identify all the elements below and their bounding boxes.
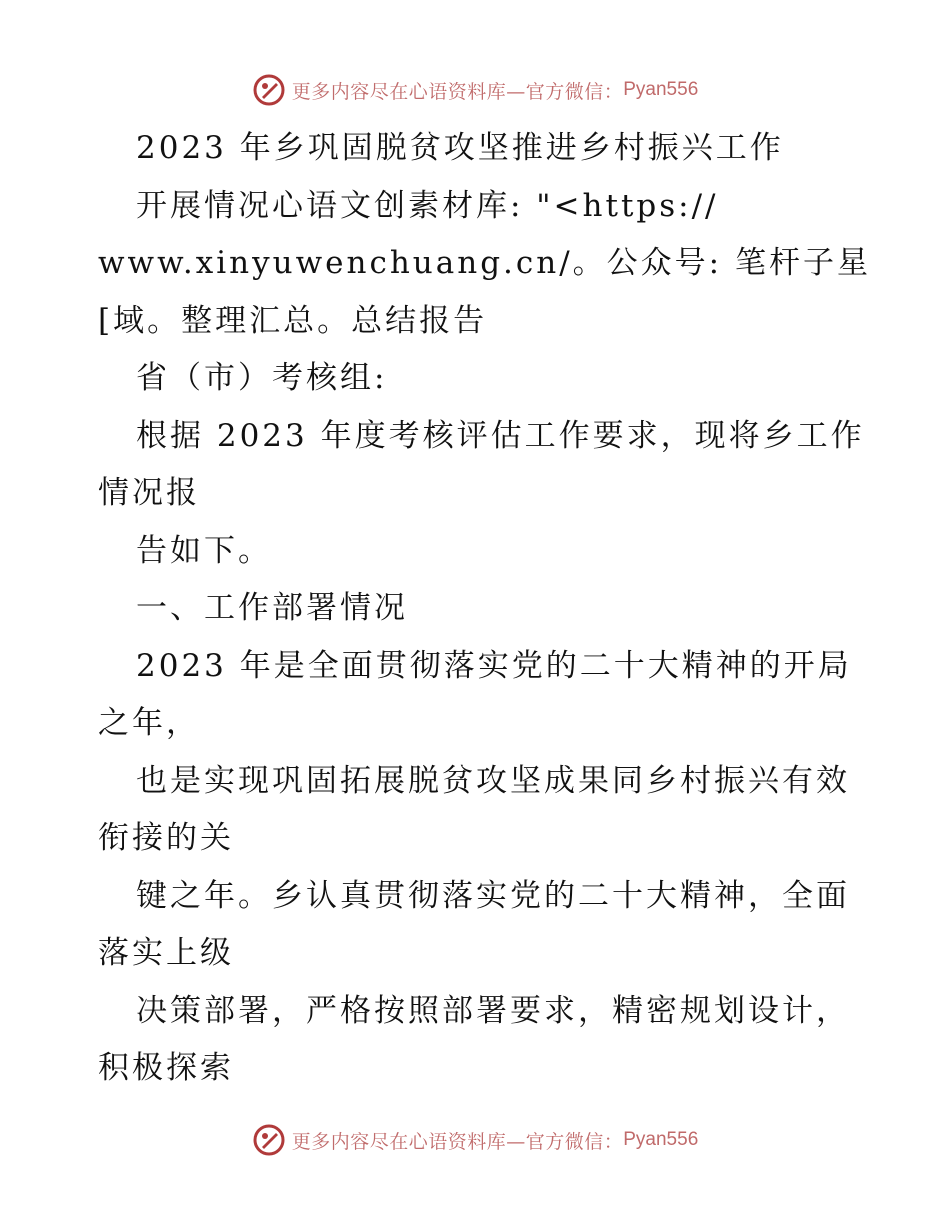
- text-line: 省（市）考核组:: [136, 360, 388, 396]
- text-line: 落实上级: [98, 935, 234, 971]
- banner-account: Pyan556: [623, 1129, 699, 1150]
- banner-account: Pyan556: [623, 79, 699, 100]
- header-banner: [0, 70, 950, 110]
- banner-text: 更多内容尽在心语资料库—官方微信：: [291, 80, 624, 103]
- text-line: www.xinyuwenchuang.cn/。公众号: 笔杆子星: [98, 245, 871, 281]
- logo-icon: [252, 1123, 286, 1157]
- text-line: 根据 2023 年度考核评估工作要求，现将乡工作: [136, 417, 865, 454]
- footer-banner: [0, 1120, 950, 1160]
- text-line: 情况报: [98, 475, 200, 511]
- text-line: 2023 年是全面贯彻落实党的二十大精神的开局: [136, 647, 852, 684]
- banner-text: 更多内容尽在心语资料库—官方微信：: [291, 1130, 624, 1153]
- text-line: 告如下。: [136, 532, 272, 569]
- text-line: 之年，: [98, 705, 200, 741]
- document-body: [98, 120, 871, 1098]
- text-line: [域。整理汇总。总结报告: [98, 302, 488, 339]
- text-line: 衔接的关: [98, 820, 234, 856]
- text-line: 也是实现巩固拓展脱贫攻坚成果同乡村振兴有效: [136, 762, 850, 799]
- text-line: 决策部署，严格按照部署要求，精密规划设计，: [136, 992, 850, 1029]
- text-line: 积极探索: [98, 1050, 234, 1086]
- text-line: 开展情况心语文创素材库: "<https://: [136, 187, 719, 224]
- text-line: 2023 年乡巩固脱贫攻坚推进乡村振兴工作: [136, 130, 784, 166]
- text-line: 键之年。乡认真贯彻落实党的二十大精神，全面: [136, 877, 850, 914]
- section-heading: 一、工作部署情况: [136, 590, 408, 626]
- logo-icon: [252, 73, 286, 107]
